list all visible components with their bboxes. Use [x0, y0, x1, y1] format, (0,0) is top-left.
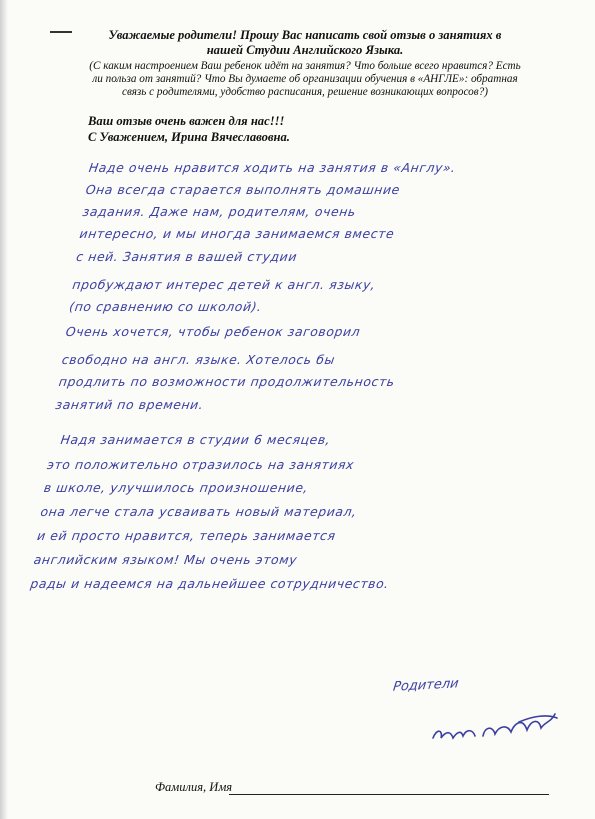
- review-line: и ей просто нравится, теперь занимается: [36, 528, 337, 543]
- review-line: рады и надеемся на дальнейшее сотрудничество.: [29, 576, 390, 591]
- name-field-label: Фамилия, Имя: [155, 780, 233, 794]
- review-line: интересно, и мы иногда занимаемся вместе: [78, 226, 396, 241]
- scan-edge-shadow: [0, 0, 8, 819]
- form-title-line-1: Уважаемые родители! Прошу Вас написать свой отзыв о занятиях в: [108, 28, 502, 42]
- review-line: занятий по времени.: [54, 397, 205, 412]
- closing-line-1: Ваш отзыв очень важен для нас!!!: [88, 114, 285, 128]
- review-line: с ней. Занятия в вашей студии: [75, 249, 299, 264]
- form-prompt-line-2: ли польза от занятий? Что Вы думаете об организации обучения в «АНГЛЕ»: обратная: [92, 73, 518, 85]
- review-line: Очень хочется, чтобы ребенок заговорил: [64, 324, 362, 339]
- closing-line-2: С Уважением, Ирина Вячеславовна.: [88, 130, 290, 144]
- signature-block: [393, 678, 563, 750]
- form-prompt-line-3: связь с родителями, удобство расписания, решение возникающих вопросов?): [122, 86, 488, 98]
- review-line: пробуждают интерес детей к англ. языку,: [71, 277, 377, 292]
- handwritten-signature: [423, 700, 563, 746]
- review-line: (по сравнению со школой).: [68, 299, 263, 314]
- review-line: это положительно отразилось на занятиях: [46, 457, 356, 472]
- form-header: [60, 28, 550, 99]
- signature-label: Родители: [392, 676, 460, 695]
- review-line: свободно на англ. языке. Хотелось бы: [60, 352, 337, 367]
- review-line: она легче стала усваивать новый материал,: [39, 504, 358, 519]
- review-line: английским языком! Мы очень этому: [32, 552, 299, 567]
- review-line: Наде очень нравится ходить на занятия в «Англу».: [87, 160, 457, 175]
- name-field-row: [155, 780, 550, 800]
- review-line: продлить по возможности продолжительность: [57, 374, 396, 389]
- form-title-line-2: нашей Студии Английского Языка.: [206, 43, 404, 57]
- form-closing: [88, 113, 488, 145]
- review-line: задания. Даже нам, родителям, очень: [81, 204, 358, 219]
- name-field-underline[interactable]: [229, 794, 549, 795]
- review-line: Она всегда старается выполнять домашние: [84, 182, 402, 197]
- review-line: в школе, улучшилось произношение,: [42, 480, 310, 495]
- review-line: Надя занимается в студии 6 месяцев,: [59, 432, 332, 447]
- form-prompt-line-1: (С каким настроением Ваш ребенок идёт на занятия? Что больше всего нравится? Есть: [89, 60, 521, 72]
